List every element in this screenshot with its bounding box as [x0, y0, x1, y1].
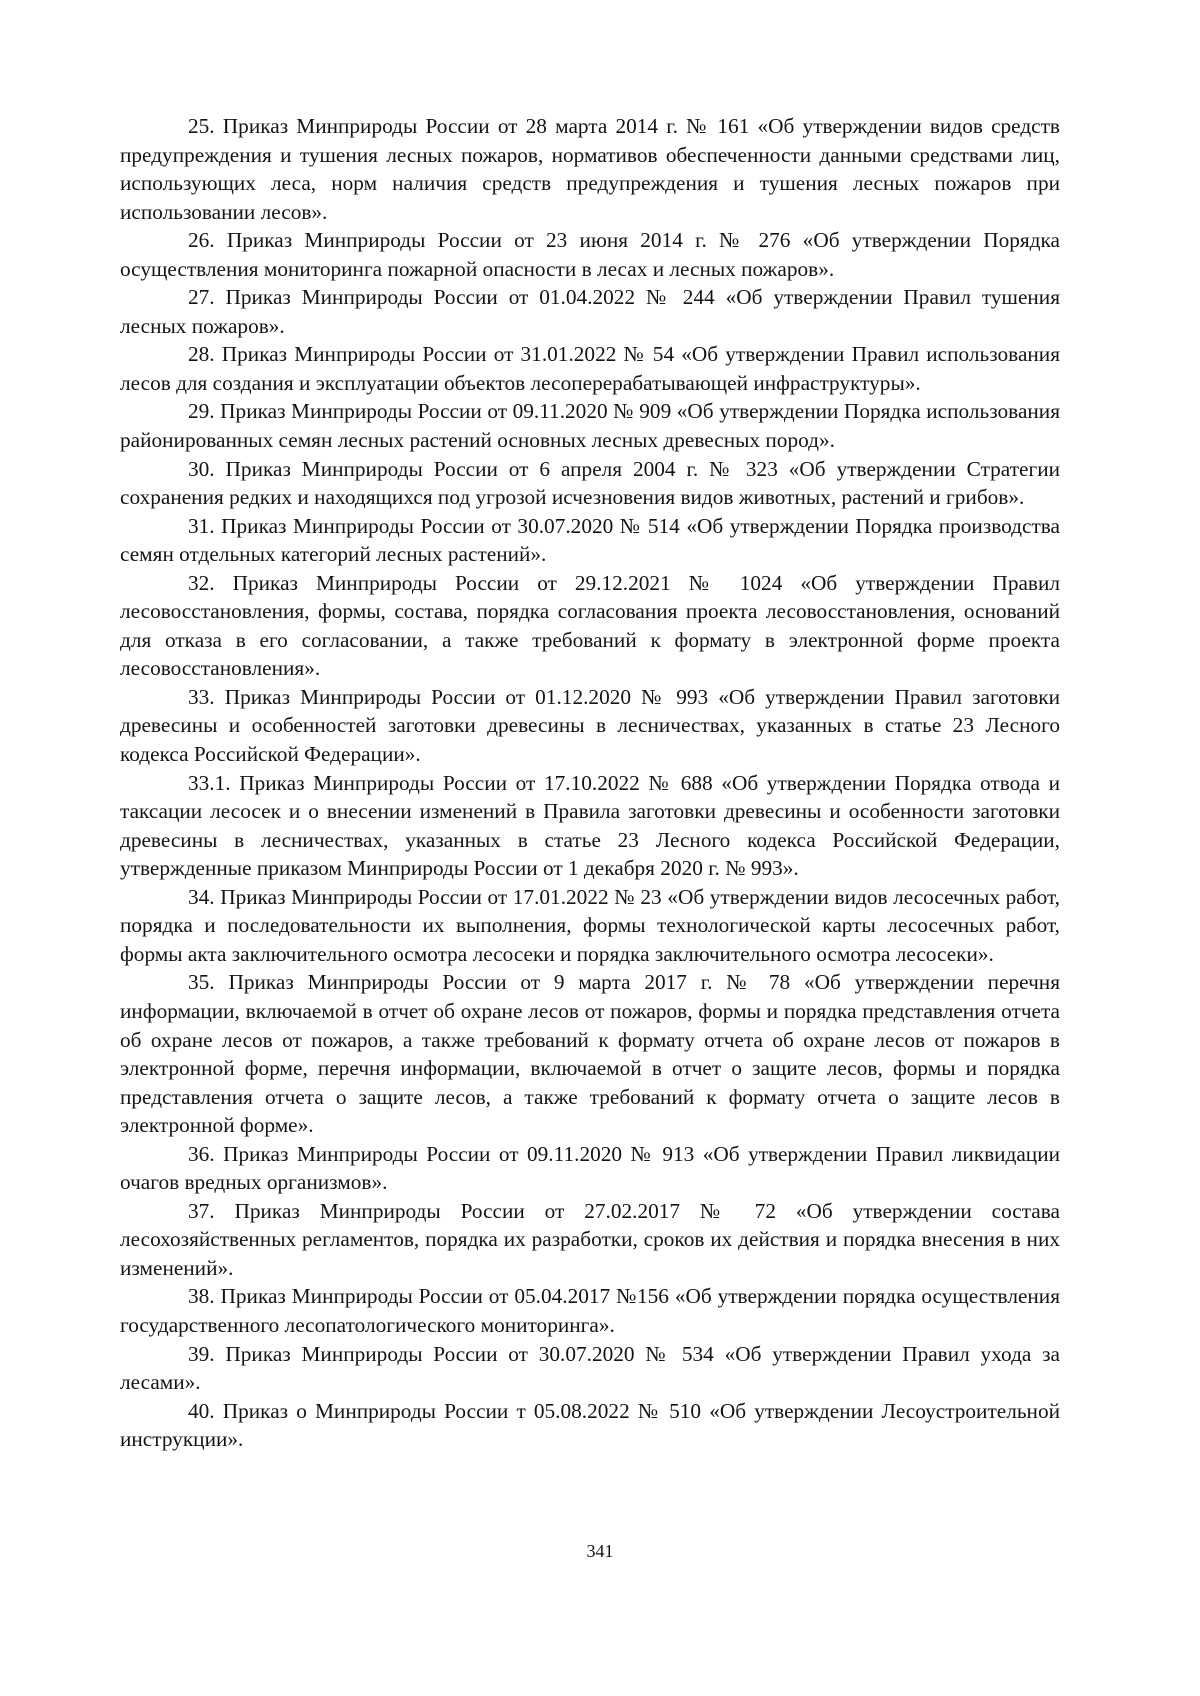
list-item: 36. Приказ Минприроды России от 09.11.2020 № 913 «Об утверждении Правил ликвидации очагов вредных организмов».: [120, 1141, 1060, 1195]
list-item: 28. Приказ Минприроды России от 31.01.2022 № 54 «Об утверждении Правил использования лесов для создания и эксплуатации объектов лесоперерабатывающей инфраструктуры».: [120, 342, 1060, 395]
list-item: 31. Приказ Минприроды России от 30.07.2020 № 514 «Об утверждении Порядка производства семян отдельных категорий лесных растений».: [120, 513, 1060, 567]
list-item: 29. Приказ Минприроды России от 09.11.2020 № 909 «Об утверждении Порядка использования районированных семян лесных растений основных лесных древесных пород».: [120, 399, 1060, 453]
list-item: 39. Приказ Минприроды России от 30.07.2020 № 534 «Об утверждении Правил ухода за лесами».: [120, 1341, 1060, 1395]
list-item: 33.1. Приказ Минприроды России от 17.10.2022 № 688 «Об утверждении Порядка отвода и таксации лесосек и о внесении изменений в Правила заготовки древесины и особенности заготовки древесины в лесничествах, указанных в статье 23 Лесного кодекса Российской Федерации, утвержденные приказом Минприроды России от 1 декабря 2020 г. № 993».: [120, 770, 1060, 881]
list-item: 35. Приказ Минприроды России от 9 марта 2017 г. № 78 «Об утверждении перечня информации, включаемой в отчет об охране лесов от пожаров, формы и порядка представления отчета об охране лесов от пожаров, а также требований к формату отчета об охране лесов от пожаров в электронной форме, перечня информации, включаемой в отчет о защите лесов, формы и порядка представления отчета о защите лесов, а также требований к формату отчета о защите лесов в электронной форме».: [120, 970, 1060, 1138]
list-item: 38. Приказ Минприроды России от 05.04.2017 №156 «Об утверждении порядка осуществления государственного лесопатологического мониторинга».: [120, 1284, 1060, 1337]
page-number: 341: [586, 1541, 614, 1561]
reference-list: [120, 112, 1060, 1454]
list-item: 37. Приказ Минприроды России от 27.02.2017 № 72 «Об утверждении состава лесохозяйственных регламентов, порядка их разработки, сроков их действия и порядка внесения в них изменений».: [120, 1198, 1060, 1280]
list-item: 33. Приказ Минприроды России от 01.12.2020 № 993 «Об утверждении Правил заготовки древесины и особенностей заготовки древесины в лесничествах, указанных в статье 23 Лесного кодекса Российской Федерации».: [120, 684, 1060, 767]
list-item: 30. Приказ Минприроды России от 6 апреля 2004 г. № 323 «Об утверждении Стратегии сохранения редких и находящихся под угрозой исчезновения видов животных, растений и грибов».: [120, 456, 1060, 510]
list-item: 25. Приказ Минприроды России от 28 марта 2014 г. № 161 «Об утверждении видов средств предупреждения и тушения лесных пожаров, нормативов обеспеченности данными средствами лиц, использующих леса, норм наличия средств предупреждения и тушения лесных пожаров при использовании лесов».: [120, 114, 1060, 224]
list-item: 32. Приказ Минприроды России от 29.12.2021 № 1024 «Об утверждении Правил лесовосстановления, формы, состава, порядка согласования проекта лесовосстановления, оснований для отказа в его согласовании, а также требований к формату в электронной форме проекта лесовосстановления».: [120, 570, 1060, 681]
list-item: 26. Приказ Минприроды России от 23 июня 2014 г. № 276 «Об утверждении Порядка осуществления мониторинга пожарной опасности в лесах и лесных пожаров».: [120, 228, 1060, 281]
list-item: 27. Приказ Минприроды России от 01.04.2022 № 244 «Об утверждении Правил тушения лесных пожаров».: [120, 285, 1060, 338]
list-item: 34. Приказ Минприроды России от 17.01.2022 № 23 «Об утверждении видов лесосечных работ, порядка и последовательности их выполнения, формы технологической карты лесосечных работ, формы акта заключительного осмотра лесосеки и порядка заключительного осмотра лесосеки».: [120, 884, 1060, 966]
list-item: 40. Приказ о Минприроды России т 05.08.2022 № 510 «Об утверждении Лесоустроительной инструкции».: [120, 1398, 1060, 1452]
